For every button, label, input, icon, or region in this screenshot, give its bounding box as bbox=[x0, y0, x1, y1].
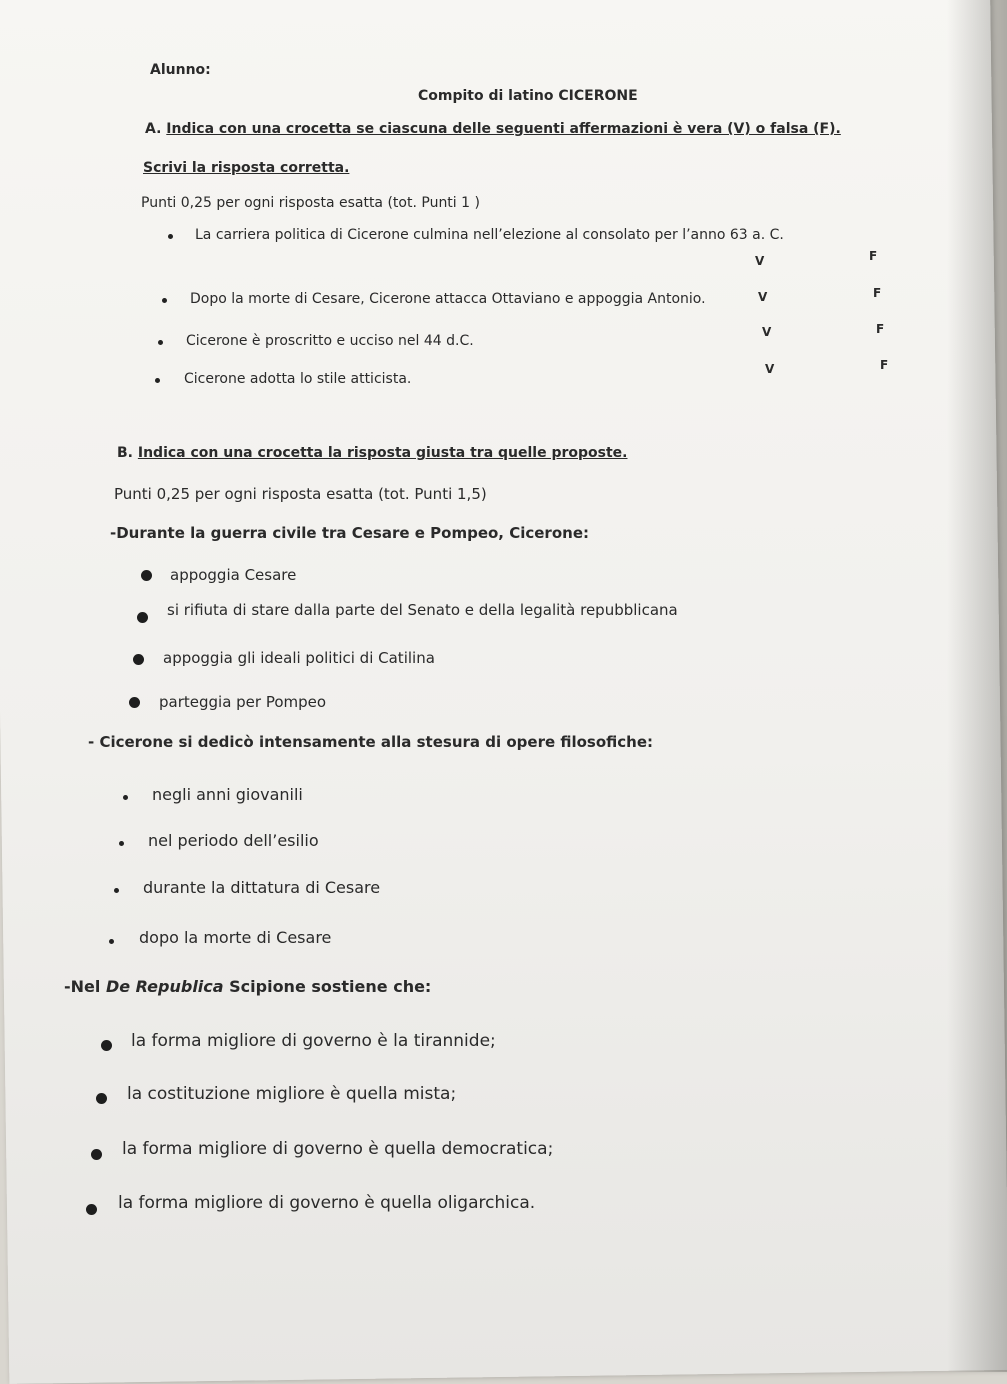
q1-option-1: appoggia Cesare bbox=[170, 566, 297, 584]
section-a-letter: A. bbox=[145, 121, 162, 137]
statement-1-v[interactable]: V bbox=[755, 254, 765, 268]
q1-option-2: si rifiuta di stare dalla parte del Senato e della legalità repubblicana bbox=[167, 601, 678, 619]
q3-option-4: la forma migliore di governo è quella oligarchica. bbox=[118, 1193, 536, 1213]
statement-3-v[interactable]: V bbox=[762, 325, 772, 339]
statement-2-v[interactable]: V bbox=[758, 290, 768, 304]
statement-2-f[interactable]: F bbox=[873, 286, 882, 300]
option-bullet[interactable] bbox=[101, 1040, 112, 1051]
question-2-prompt: - Cicerone si dedicò intensamente alla stesura di opere filosofiche: bbox=[88, 733, 654, 751]
q3-prompt-title: De Republica bbox=[105, 977, 224, 996]
statement-4: Cicerone adotta lo stile atticista. bbox=[184, 371, 412, 387]
bullet-dot[interactable] bbox=[123, 795, 128, 800]
section-a-instruction-2: Scrivi la risposta corretta. bbox=[143, 160, 350, 176]
q3-option-3: la forma migliore di governo è quella democratica; bbox=[122, 1139, 554, 1159]
bullet-dot bbox=[168, 234, 173, 239]
section-b-instruction: Indica con una crocetta la risposta giusta tra quelle proposte. bbox=[137, 445, 628, 461]
q3-option-1: la forma migliore di governo è la tirannide; bbox=[131, 1031, 496, 1051]
q3-prompt-after: Scipione sostiene che: bbox=[223, 977, 432, 996]
section-a-instruction: Indica con una crocetta se ciascuna delle seguenti affermazioni è vera (V) o falsa (F). bbox=[166, 121, 841, 137]
statement-1-f[interactable]: F bbox=[869, 249, 878, 263]
option-bullet[interactable] bbox=[141, 570, 152, 581]
statement-2: Dopo la morte di Cesare, Cicerone attacca Ottaviano e appoggia Antonio. bbox=[190, 291, 706, 307]
option-bullet[interactable] bbox=[129, 697, 140, 708]
statement-3-f[interactable]: F bbox=[876, 322, 885, 336]
q1-option-3: appoggia gli ideali politici di Catilina bbox=[163, 649, 435, 667]
section-b-letter: B. bbox=[117, 445, 133, 461]
statement-4-f[interactable]: F bbox=[880, 358, 889, 372]
q2-option-4: dopo la morte di Cesare bbox=[139, 928, 332, 947]
page-title: Compito di latino CICERONE bbox=[418, 88, 638, 104]
statement-4-v[interactable]: V bbox=[765, 362, 775, 376]
bullet-dot[interactable] bbox=[114, 888, 119, 893]
option-bullet[interactable] bbox=[96, 1093, 107, 1104]
bullet-dot bbox=[162, 298, 167, 303]
bullet-dot bbox=[158, 340, 163, 345]
option-bullet[interactable] bbox=[137, 612, 148, 623]
bullet-dot[interactable] bbox=[109, 939, 114, 944]
section-b-points: Punti 0,25 per ogni risposta esatta (tot. Punti 1,5) bbox=[114, 485, 487, 503]
bullet-dot[interactable] bbox=[119, 841, 124, 846]
question-1-prompt: -Durante la guerra civile tra Cesare e Pompeo, Cicerone: bbox=[110, 524, 589, 542]
page-shadow bbox=[947, 0, 1007, 1372]
section-a-points: Punti 0,25 per ogni risposta esatta (tot. Punti 1 ) bbox=[141, 195, 480, 211]
option-bullet[interactable] bbox=[91, 1149, 102, 1160]
question-3-prompt bbox=[64, 977, 431, 996]
student-label: Alunno: bbox=[150, 62, 211, 78]
q3-option-2: la costituzione migliore è quella mista; bbox=[127, 1084, 457, 1104]
statement-1: La carriera politica di Cicerone culmina nell’elezione al consolato per l’anno 63 a. C. bbox=[195, 227, 784, 243]
bullet-dot bbox=[155, 378, 160, 383]
statement-3: Cicerone è proscritto e ucciso nel 44 d.C. bbox=[186, 333, 474, 349]
q2-option-1: negli anni giovanili bbox=[152, 785, 303, 804]
option-bullet[interactable] bbox=[86, 1204, 97, 1215]
option-bullet[interactable] bbox=[133, 654, 144, 665]
q3-prompt-before: -Nel bbox=[64, 977, 106, 996]
q2-option-2: nel periodo dell’esilio bbox=[148, 831, 319, 850]
section-b-heading bbox=[117, 445, 628, 461]
q2-option-3: durante la dittatura di Cesare bbox=[143, 878, 381, 897]
q1-option-4: parteggia per Pompeo bbox=[159, 693, 327, 711]
section-a-heading bbox=[145, 121, 841, 137]
